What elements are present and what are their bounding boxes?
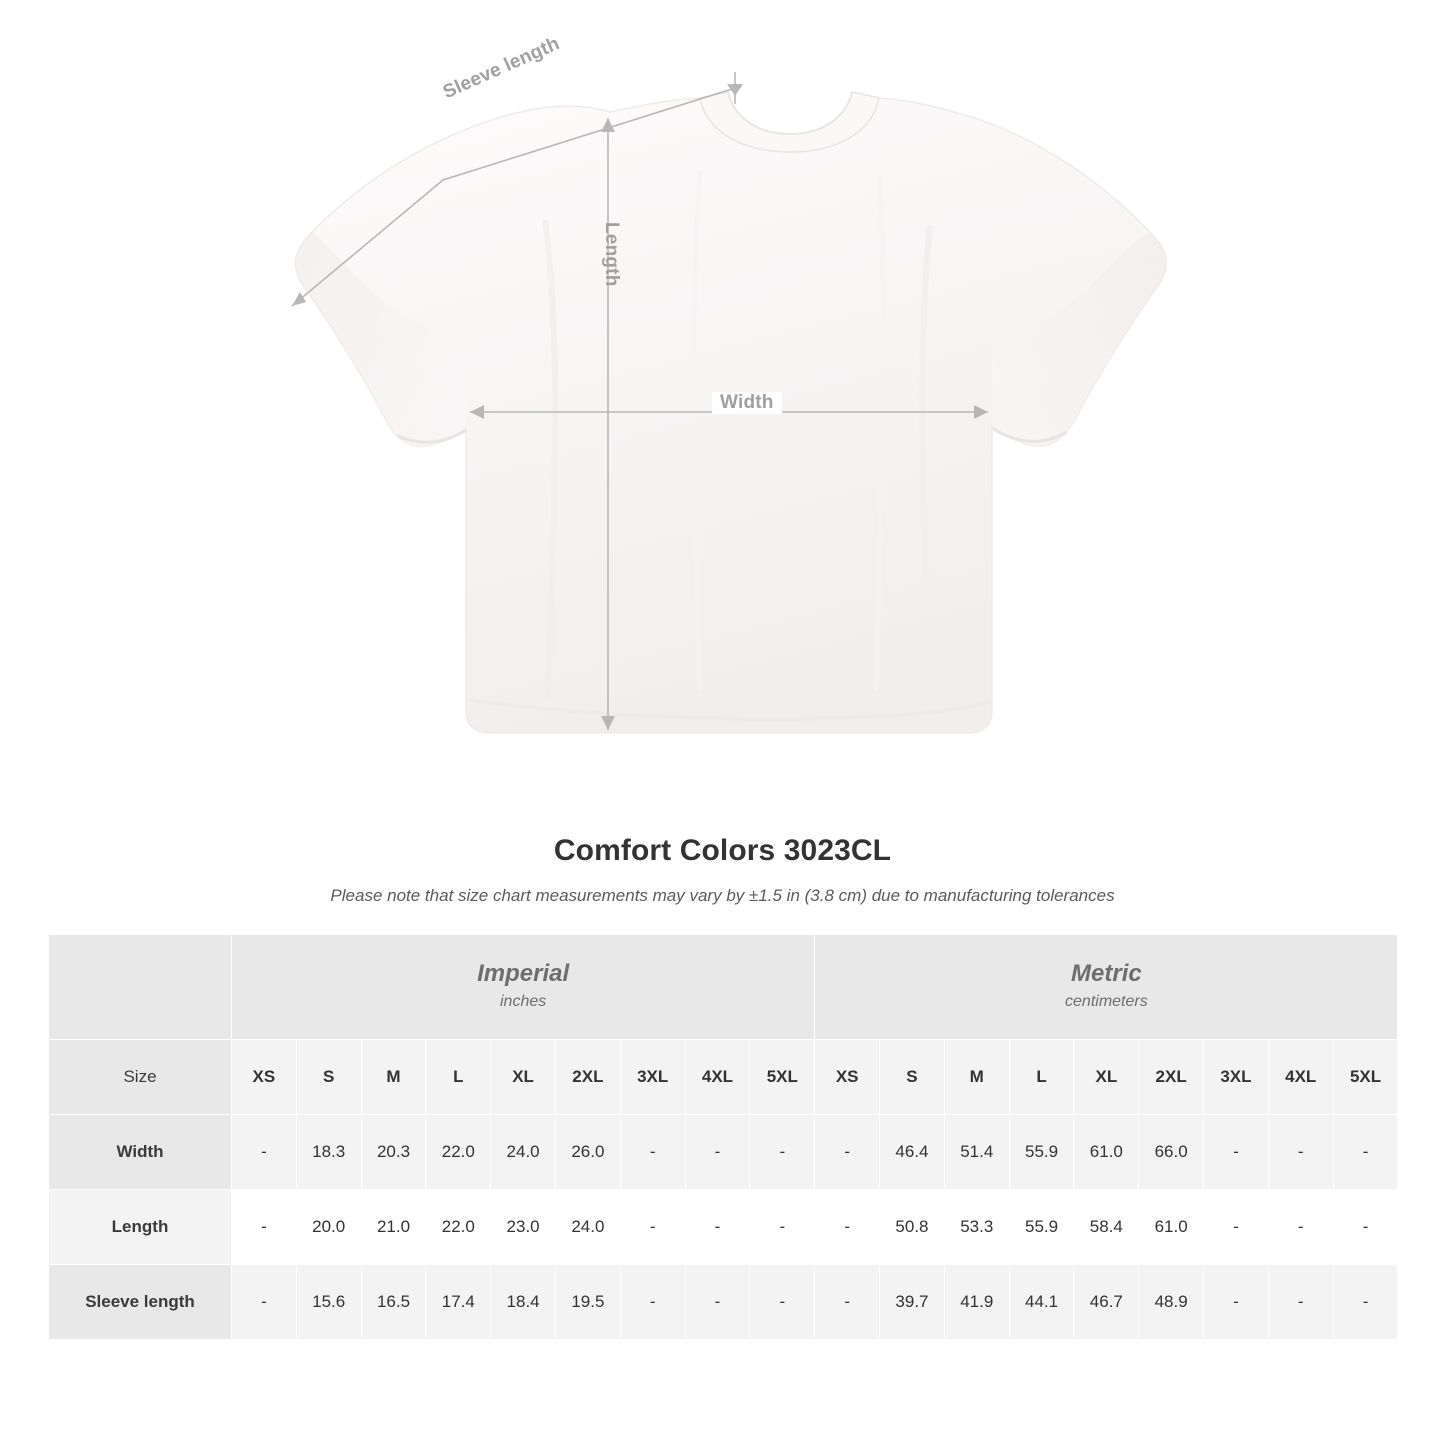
cell-length-imperial-xs: -: [232, 1190, 297, 1265]
size-header-metric-5xl: 5XL: [1333, 1040, 1398, 1115]
cell-sleeve-imperial-5xl: -: [750, 1265, 815, 1340]
cell-width-metric-3xl: -: [1204, 1115, 1269, 1190]
cell-width-metric-4xl: -: [1268, 1115, 1333, 1190]
unit-system-header-row: [49, 935, 1398, 1040]
size-header-imperial-4xl: 4XL: [685, 1040, 750, 1115]
cell-width-imperial-3xl: -: [620, 1115, 685, 1190]
size-header-metric-xl: XL: [1074, 1040, 1139, 1115]
cell-sleeve-imperial-l: 17.4: [426, 1265, 491, 1340]
imperial-unit-label: inches: [500, 993, 547, 1011]
cell-width-imperial-xl: 24.0: [491, 1115, 556, 1190]
cell-width-metric-5xl: -: [1333, 1115, 1398, 1190]
cell-length-metric-3xl: -: [1204, 1190, 1269, 1265]
cell-length-metric-5xl: -: [1333, 1190, 1398, 1265]
size-header-metric-xs: XS: [815, 1040, 880, 1115]
size-header-metric-3xl: 3XL: [1204, 1040, 1269, 1115]
cell-width-imperial-l: 22.0: [426, 1115, 491, 1190]
cell-sleeve-metric-s: 39.7: [880, 1265, 945, 1340]
sleeve-length-dimension-label: Sleeve length: [440, 33, 563, 104]
cell-length-imperial-2xl: 24.0: [555, 1190, 620, 1265]
cell-length-metric-xl: 58.4: [1074, 1190, 1139, 1265]
length-dimension-label: Length: [601, 222, 622, 287]
cell-length-metric-2xl: 61.0: [1139, 1190, 1204, 1265]
cell-length-imperial-l: 22.0: [426, 1190, 491, 1265]
cell-sleeve-metric-xl: 46.7: [1074, 1265, 1139, 1340]
size-header-imperial-m: M: [361, 1040, 426, 1115]
cell-sleeve-imperial-3xl: -: [620, 1265, 685, 1340]
cell-width-metric-xs: -: [815, 1115, 880, 1190]
cell-sleeve-metric-l: 44.1: [1009, 1265, 1074, 1340]
cell-sleeve-imperial-xl: 18.4: [491, 1265, 556, 1340]
size-column-label: Size: [49, 1040, 232, 1115]
cell-length-imperial-4xl: -: [685, 1190, 750, 1265]
cell-sleeve-metric-2xl: 48.9: [1139, 1265, 1204, 1340]
cell-width-metric-m: 51.4: [944, 1115, 1009, 1190]
cell-sleeve-metric-m: 41.9: [944, 1265, 1009, 1340]
imperial-system-label: Imperial: [477, 960, 570, 988]
size-header-imperial-l: L: [426, 1040, 491, 1115]
cell-width-imperial-2xl: 26.0: [555, 1115, 620, 1190]
row-label-length: Length: [49, 1190, 232, 1265]
cell-width-imperial-4xl: -: [685, 1115, 750, 1190]
cell-length-imperial-5xl: -: [750, 1190, 815, 1265]
tolerance-note: Please note that size chart measurements may vary by ±1.5 in (3.8 cm) due to manufacturing tolerances: [330, 886, 1115, 905]
cell-length-metric-xs: -: [815, 1190, 880, 1265]
size-header-imperial-2xl: 2XL: [555, 1040, 620, 1115]
size-header-metric-s: S: [880, 1040, 945, 1115]
size-header-row: [49, 1040, 1398, 1115]
unit-row-corner: [49, 935, 232, 1040]
size-chart-container: [48, 934, 1397, 1340]
size-header-metric-4xl: 4XL: [1268, 1040, 1333, 1115]
cell-length-imperial-3xl: -: [620, 1190, 685, 1265]
cell-length-metric-4xl: -: [1268, 1190, 1333, 1265]
imperial-header-cell: [232, 935, 815, 1040]
cell-sleeve-imperial-m: 16.5: [361, 1265, 426, 1340]
size-header-imperial-3xl: 3XL: [620, 1040, 685, 1115]
cell-sleeve-imperial-s: 15.6: [296, 1265, 361, 1340]
table-row: [49, 1265, 1398, 1340]
size-header-imperial-s: S: [296, 1040, 361, 1115]
metric-system-label: Metric: [1071, 960, 1142, 988]
cell-width-metric-2xl: 66.0: [1139, 1115, 1204, 1190]
cell-length-imperial-xl: 23.0: [491, 1190, 556, 1265]
cell-sleeve-metric-xs: -: [815, 1265, 880, 1340]
size-header-imperial-5xl: 5XL: [750, 1040, 815, 1115]
cell-sleeve-imperial-2xl: 19.5: [555, 1265, 620, 1340]
chart-header: [0, 834, 1445, 906]
cell-sleeve-metric-3xl: -: [1204, 1265, 1269, 1340]
cell-width-imperial-xs: -: [232, 1115, 297, 1190]
row-label-sleeve-length: Sleeve length: [49, 1265, 232, 1340]
cell-width-imperial-5xl: -: [750, 1115, 815, 1190]
size-header-metric-m: M: [944, 1040, 1009, 1115]
size-chart-table: [48, 934, 1398, 1340]
cell-sleeve-metric-4xl: -: [1268, 1265, 1333, 1340]
cell-width-imperial-m: 20.3: [361, 1115, 426, 1190]
cell-length-imperial-m: 21.0: [361, 1190, 426, 1265]
cell-width-metric-xl: 61.0: [1074, 1115, 1139, 1190]
cell-width-imperial-s: 18.3: [296, 1115, 361, 1190]
metric-unit-label: centimeters: [1065, 993, 1148, 1011]
page-title: Comfort Colors 3023CL: [553, 834, 892, 867]
cell-length-metric-m: 53.3: [944, 1190, 1009, 1265]
size-header-metric-l: L: [1009, 1040, 1074, 1115]
cell-sleeve-imperial-4xl: -: [685, 1265, 750, 1340]
size-header-imperial-xs: XS: [232, 1040, 297, 1115]
width-dimension-label: Width: [712, 392, 782, 414]
row-label-width: Width: [49, 1115, 232, 1190]
cell-sleeve-imperial-xs: -: [232, 1265, 297, 1340]
cell-width-metric-s: 46.4: [880, 1115, 945, 1190]
metric-header-cell: [815, 935, 1398, 1040]
cell-sleeve-metric-5xl: -: [1333, 1265, 1398, 1340]
size-header-imperial-xl: XL: [491, 1040, 556, 1115]
size-header-metric-2xl: 2XL: [1139, 1040, 1204, 1115]
cell-length-metric-l: 55.9: [1009, 1190, 1074, 1265]
table-row: [49, 1190, 1398, 1265]
cell-length-metric-s: 50.8: [880, 1190, 945, 1265]
cell-width-metric-l: 55.9: [1009, 1115, 1074, 1190]
cell-length-imperial-s: 20.0: [296, 1190, 361, 1265]
table-row: [49, 1115, 1398, 1190]
